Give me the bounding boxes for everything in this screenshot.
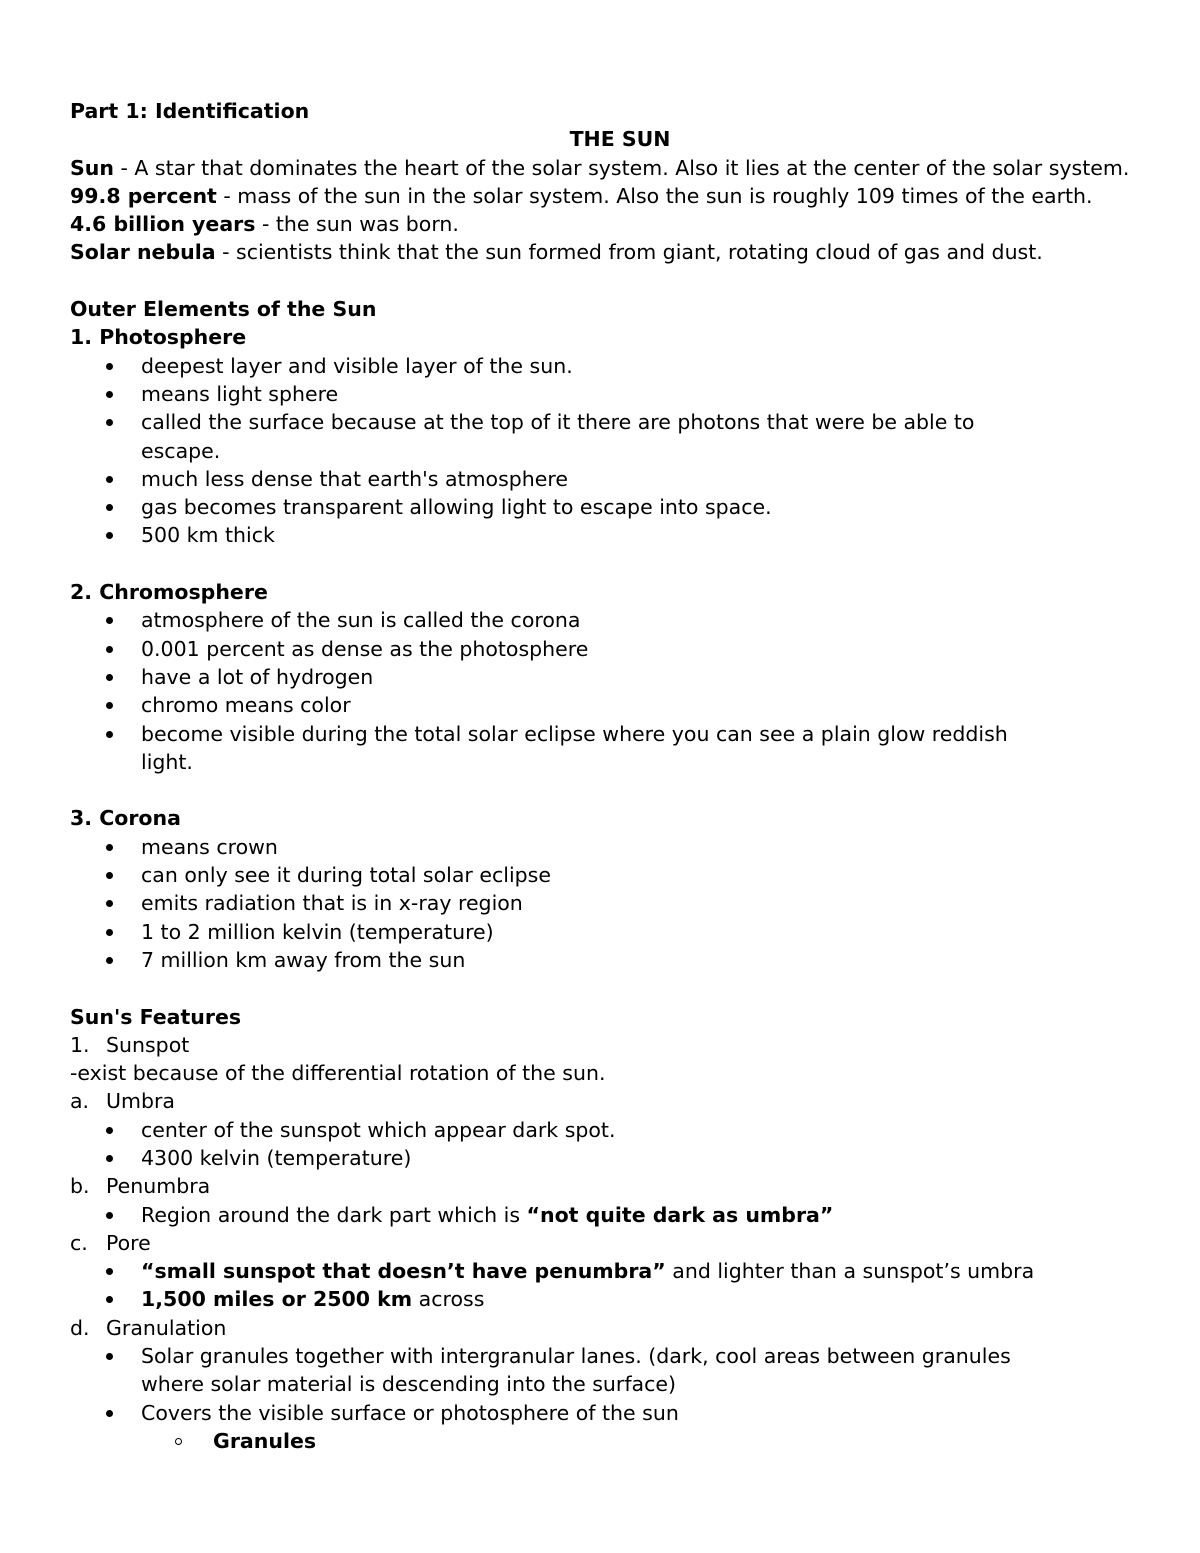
definition-text: - A star that dominates the heart of the solar system. Also it lies at the center of the solar system.	[113, 155, 1130, 180]
list-item: 500 km thick	[70, 521, 1130, 549]
list-item: called the surface because at the top of it there are photons that were be able to	[70, 408, 1130, 436]
granulation-heading	[70, 1314, 1130, 1342]
list-item: Solar granules together with intergranular lanes. (dark, cool areas between granules	[70, 1342, 1130, 1370]
list-item: deepest layer and visible layer of the sun.	[70, 352, 1130, 380]
list-item: 1 to 2 million kelvin (temperature)	[70, 918, 1130, 946]
features-heading: Sun's Features	[70, 1004, 242, 1029]
list-letter: b.	[70, 1174, 90, 1199]
definition-sun	[70, 154, 1130, 182]
item-emphasis: 1,500 miles or 2500 km	[141, 1287, 413, 1312]
list-item	[70, 1257, 1130, 1285]
corona-title: 3. Corona	[70, 806, 181, 831]
list-item: 4300 kelvin (temperature)	[70, 1144, 1130, 1172]
sub-list-item: Granules	[70, 1427, 1130, 1455]
item-text: Region around the dark part which is	[141, 1202, 527, 1227]
list-item: much less dense that earth's atmosphere	[70, 465, 1130, 493]
granulation-label: Granulation	[106, 1315, 227, 1340]
list-item: means crown	[70, 833, 1130, 861]
list-item	[70, 1201, 1130, 1229]
list-item: atmosphere of the sun is called the corona	[70, 606, 1130, 634]
sunspot-heading	[70, 1031, 1130, 1059]
definition-text: - the sun was born.	[255, 212, 459, 237]
definition-term: Sun	[70, 155, 114, 180]
definition-text: - mass of the sun in the solar system. Also the sun is roughly 109 times of the earth.	[216, 183, 1093, 208]
list-item: have a lot of hydrogen	[70, 663, 1130, 691]
list-item: can only see it during total solar eclipse	[70, 861, 1130, 889]
list-item: 7 million km away from the sun	[70, 946, 1130, 974]
umbra-heading	[70, 1087, 1130, 1115]
list-letter: a.	[70, 1089, 90, 1114]
item-text: across	[412, 1287, 485, 1312]
definition-age	[70, 210, 1130, 238]
item-text: and lighter than a sunspot’s umbra	[665, 1259, 1035, 1284]
sunspot-description: -exist because of the differential rotation of the sun.	[70, 1061, 606, 1086]
penumbra-heading	[70, 1172, 1130, 1200]
chromosphere-title: 2. Chromosphere	[70, 580, 268, 605]
list-item: center of the sunspot which appear dark spot.	[70, 1116, 1130, 1144]
list-letter: c.	[70, 1230, 88, 1255]
outer-elements-heading: Outer Elements of the Sun	[70, 297, 377, 322]
list-number: 1.	[70, 1032, 90, 1057]
item-emphasis: “small sunspot that doesn’t have penumbra”	[141, 1259, 666, 1284]
photosphere-title: 1. Photosphere	[70, 325, 247, 350]
definition-nebula	[70, 238, 1130, 266]
sunspot-label: Sunspot	[106, 1032, 190, 1057]
pore-heading	[70, 1229, 1130, 1257]
definition-term: 4.6 billion years	[70, 212, 256, 237]
list-item-continuation: where solar material is descending into the surface)	[141, 1372, 676, 1397]
list-item-continuation: escape.	[141, 438, 221, 463]
document-page	[70, 97, 1130, 1455]
umbra-label: Umbra	[106, 1089, 175, 1114]
item-emphasis: “not quite dark as umbra”	[526, 1202, 834, 1227]
list-item: chromo means color	[70, 691, 1130, 719]
list-item: emits radiation that is in x-ray region	[70, 889, 1130, 917]
list-item-continuation: light.	[141, 749, 193, 774]
document-title: THE SUN	[569, 127, 671, 152]
penumbra-label: Penumbra	[106, 1174, 211, 1199]
list-item: Covers the visible surface or photosphere of the sun	[70, 1399, 1130, 1427]
list-item	[70, 1285, 1130, 1313]
list-letter: d.	[70, 1315, 90, 1340]
part-title: Part 1: Identification	[70, 99, 310, 123]
pore-label: Pore	[106, 1230, 151, 1255]
definition-mass	[70, 182, 1130, 210]
definition-term: 99.8 percent	[70, 183, 217, 208]
list-item: become visible during the total solar eclipse where you can see a plain glow reddish	[70, 720, 1130, 748]
definition-term: Solar nebula	[70, 240, 216, 265]
list-item: 0.001 percent as dense as the photosphere	[70, 635, 1130, 663]
definition-text: - scientists think that the sun formed from giant, rotating cloud of gas and dust.	[215, 240, 1043, 265]
list-item: means light sphere	[70, 380, 1130, 408]
list-item: gas becomes transparent allowing light to escape into space.	[70, 493, 1130, 521]
